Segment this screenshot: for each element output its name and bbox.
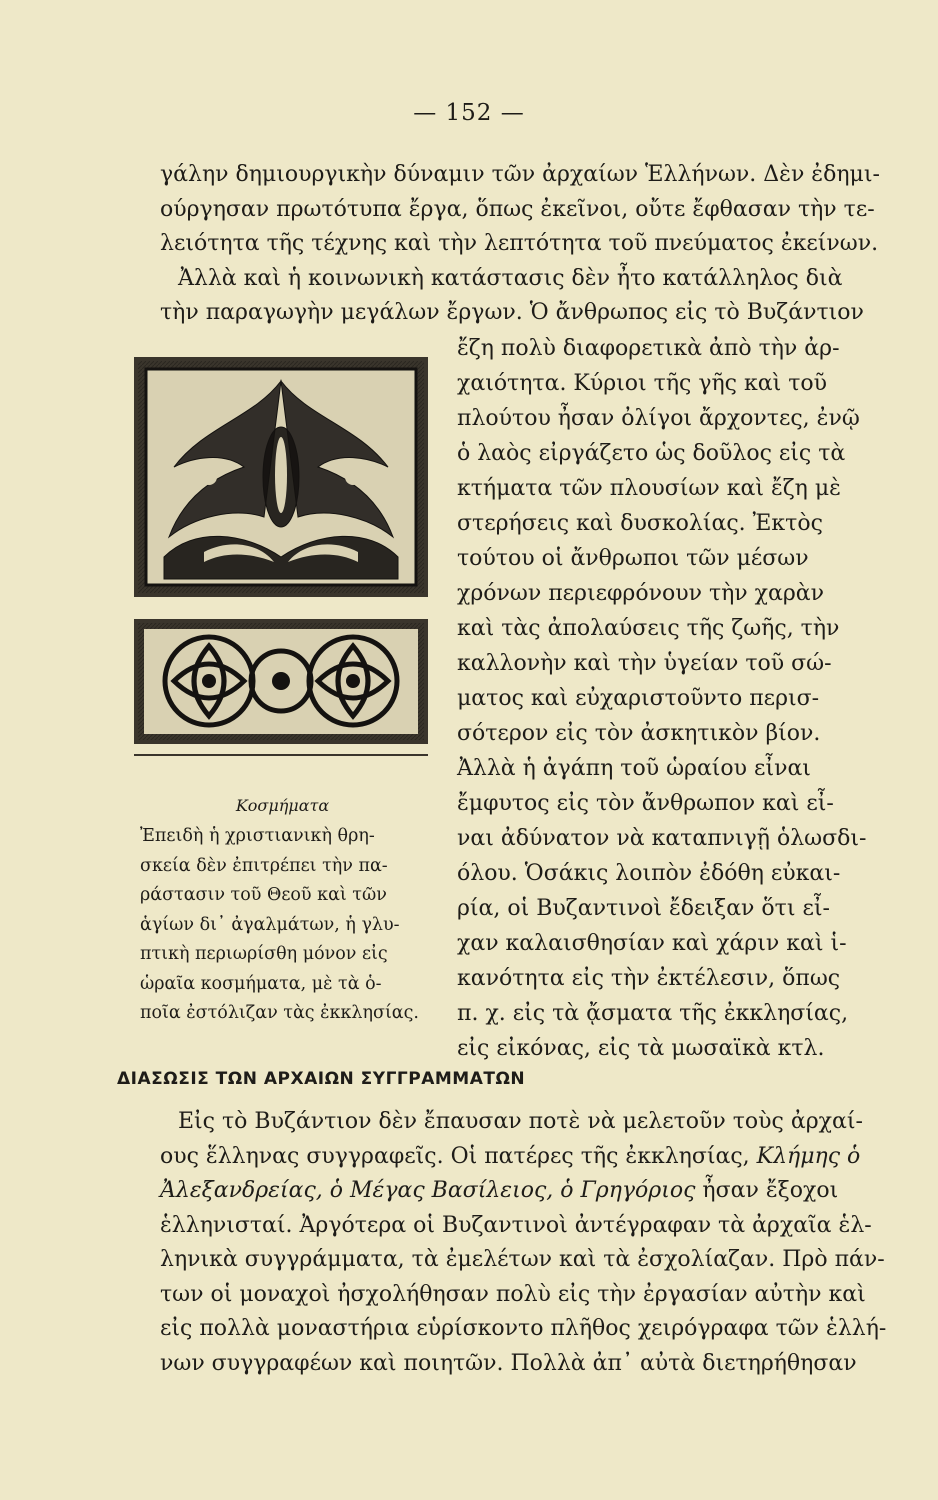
text-line: τούτου οἱ ἄνθρωποι τῶν μέσων <box>457 546 809 571</box>
text-line: κτήματα τῶν πλουσίων καὶ ἔζη μὲ <box>457 476 841 501</box>
text-line: καὶ τὰς ἀπολαύσεις τῆς ζωῆς, τὴν <box>457 616 840 641</box>
text-line <box>160 1174 870 1209</box>
top-paragraph <box>160 158 880 331</box>
text-fragment-italic: Ἀλεξανδρείας, <box>160 1178 323 1203</box>
text-line: ναι ἀδύνατον νὰ καταπνιγῇ ὁλωσδι- <box>457 826 867 851</box>
caption-line: ἁγίων δι᾽ ἀγαλμάτων, ἡ γλυ- <box>140 914 400 935</box>
caption-line: ὡραῖα κοσμήματα, μὲ τὰ ὁ- <box>140 973 382 994</box>
text-line: χρόνων περιεφρόνουν τὴν χαρὰν <box>457 581 825 606</box>
palmette-panel <box>134 357 428 597</box>
text-line: των οἱ μοναχοὶ ἠσχολήθησαν πολὺ εἰς τὴν ἐργασίαν αὐτὴν καὶ <box>160 1281 866 1307</box>
text-line: στερήσεις καὶ δυσκολίας. Ἐκτὸς <box>457 511 823 536</box>
ornament-figure <box>134 357 430 767</box>
text-line: π. χ. εἰς τὰ ᾄσματα τῆς ἐκκλησίας, <box>457 1001 849 1026</box>
text-line: ὁ λαὸς εἰργάζετο ὡς δοῦλος εἰς τὰ <box>457 441 846 466</box>
text-line: σότερον εἰς τὸν ἀσκητικὸν βίον. <box>457 721 821 746</box>
text-line: εἰς πολλὰ μοναστήρια εὑρίσκοντο πλῆθος χειρόγραφα τῶν ἑλλή- <box>160 1316 887 1341</box>
text-line: Ἀλλὰ καὶ ἡ κοινωνικὴ κατάστασις δὲν ἦτο κατάλληλος διὰ <box>178 265 843 291</box>
text-line: τὴν παραγωγὴν μεγάλων ἔργων. Ὁ ἄνθρωπος εἰς τὸ Βυζάντιον <box>160 300 864 325</box>
text-line: κανότητα εἰς τὴν ἐκτέλεσιν, ὅπως <box>457 966 841 991</box>
text-line: ματος καὶ εὐχαριστοῦντο περισ- <box>457 686 820 711</box>
text-line: λειότητα τῆς τέχνης καὶ τὴν λεπτότητα τοῦ πνεύματος ἐκείνων. <box>160 231 879 256</box>
figure-caption <box>140 822 425 1029</box>
interlace-panel <box>134 619 428 744</box>
section-heading: ΔΙΑΣΩΣΙΣ ΤΩΝ ΑΡΧΑΙΩΝ ΣΥΓΓΡΑΜΜΑΤΩΝ <box>117 1069 526 1089</box>
text-line <box>160 1140 870 1175</box>
right-column-text <box>457 331 872 1066</box>
bottom-paragraph <box>160 1105 887 1381</box>
text-fragment: ους ἕλληνας συγγραφεῖς. Οἱ πατέρες τῆς ἐκκλησίας, <box>160 1143 750 1169</box>
caption-line: πτικὴ περιωρίσθη μόνον εἰς <box>140 944 388 964</box>
text-line: εἰς εἰκόνας, εἰς τὰ μωσαϊκὰ κτλ. <box>457 1036 825 1061</box>
text-line: καλλονὴν καὶ τὴν ὑγείαν τοῦ σώ- <box>457 651 832 676</box>
text-fragment-italic: ὁ Γρηγόριος <box>560 1178 696 1203</box>
text-line: χαν καλαισθησίαν καὶ χάριν καὶ ἱ- <box>457 931 847 956</box>
text-fragment-italic: ὁ Μέγας Βασίλειος, <box>329 1178 554 1203</box>
text-line: ρία, οἱ Βυζαντινοὶ ἔδειξαν ὅτι εἶ- <box>457 896 830 921</box>
caption-line: ράστασιν τοῦ Θεοῦ καὶ τῶν <box>140 885 387 905</box>
text-line: γάλην δημιουργικὴν δύναμιν τῶν ἀρχαίων Ἑλλήνων. Δὲν ἐδημι- <box>160 162 880 187</box>
text-line: ἔζη πολὺ διαφορετικὰ ἀπὸ τὴν ἀρ- <box>457 336 840 361</box>
page-number: — 152 — <box>413 100 525 126</box>
text-line: νων συγγραφέων καὶ ποιητῶν. Πολλὰ ἀπ᾽ αὐτὰ διετηρήθησαν <box>160 1350 857 1376</box>
ornament-image <box>134 357 430 767</box>
text-line: πλούτου ἦσαν ὀλίγοι ἄρχοντες, ἐνῷ <box>457 406 860 431</box>
caption-title: Κοσμήματα <box>235 796 330 815</box>
text-fragment: ἦσαν ἔξοχοι <box>702 1178 839 1203</box>
text-line: χαιότητα. Κύριοι τῆς γῆς καὶ τοῦ <box>457 371 827 396</box>
text-line: όλου. Ὁσάκις λοιπὸν ἐδόθη εὐκαι- <box>457 861 841 886</box>
text-line: ἔμφυτος εἰς τὸν ἄνθρωπον καὶ εἶ- <box>457 791 834 816</box>
text-line: ἑλληνισταί. Ἀργότερα οἱ Βυζαντινοὶ ἀντέγραφαν τὰ ἀρχαῖα ἑλ- <box>160 1212 872 1238</box>
caption-line: ποῖα ἐστόλιζαν τὰς ἐκκλησίας. <box>140 1003 419 1023</box>
text-line: Ἀλλὰ ἡ ἀγάπη τοῦ ὡραίου εἶναι <box>457 756 811 781</box>
text-fragment-italic: Κλήμης ὁ <box>756 1143 861 1169</box>
text-line: ληνικὰ συγγράμματα, τὰ ἐμελέτων καὶ τὰ ἐσχολίαζαν. Πρὸ πάν- <box>160 1247 885 1272</box>
caption-line: Ἐπειδὴ ἡ χριστιανικὴ θρη- <box>140 826 375 846</box>
text-line: ούργησαν πρωτότυπα ἔργα, ὅπως ἐκεῖνοι, οὔτε ἔφθασαν τὴν τε- <box>160 196 875 222</box>
caption-line: σκεία δὲν ἐπιτρέπει τὴν πα- <box>140 855 388 876</box>
text-line: Εἰς τὸ Βυζάντιον δὲν ἔπαυσαν ποτὲ νὰ μελετοῦν τοὺς ἀρχαί- <box>178 1109 863 1134</box>
